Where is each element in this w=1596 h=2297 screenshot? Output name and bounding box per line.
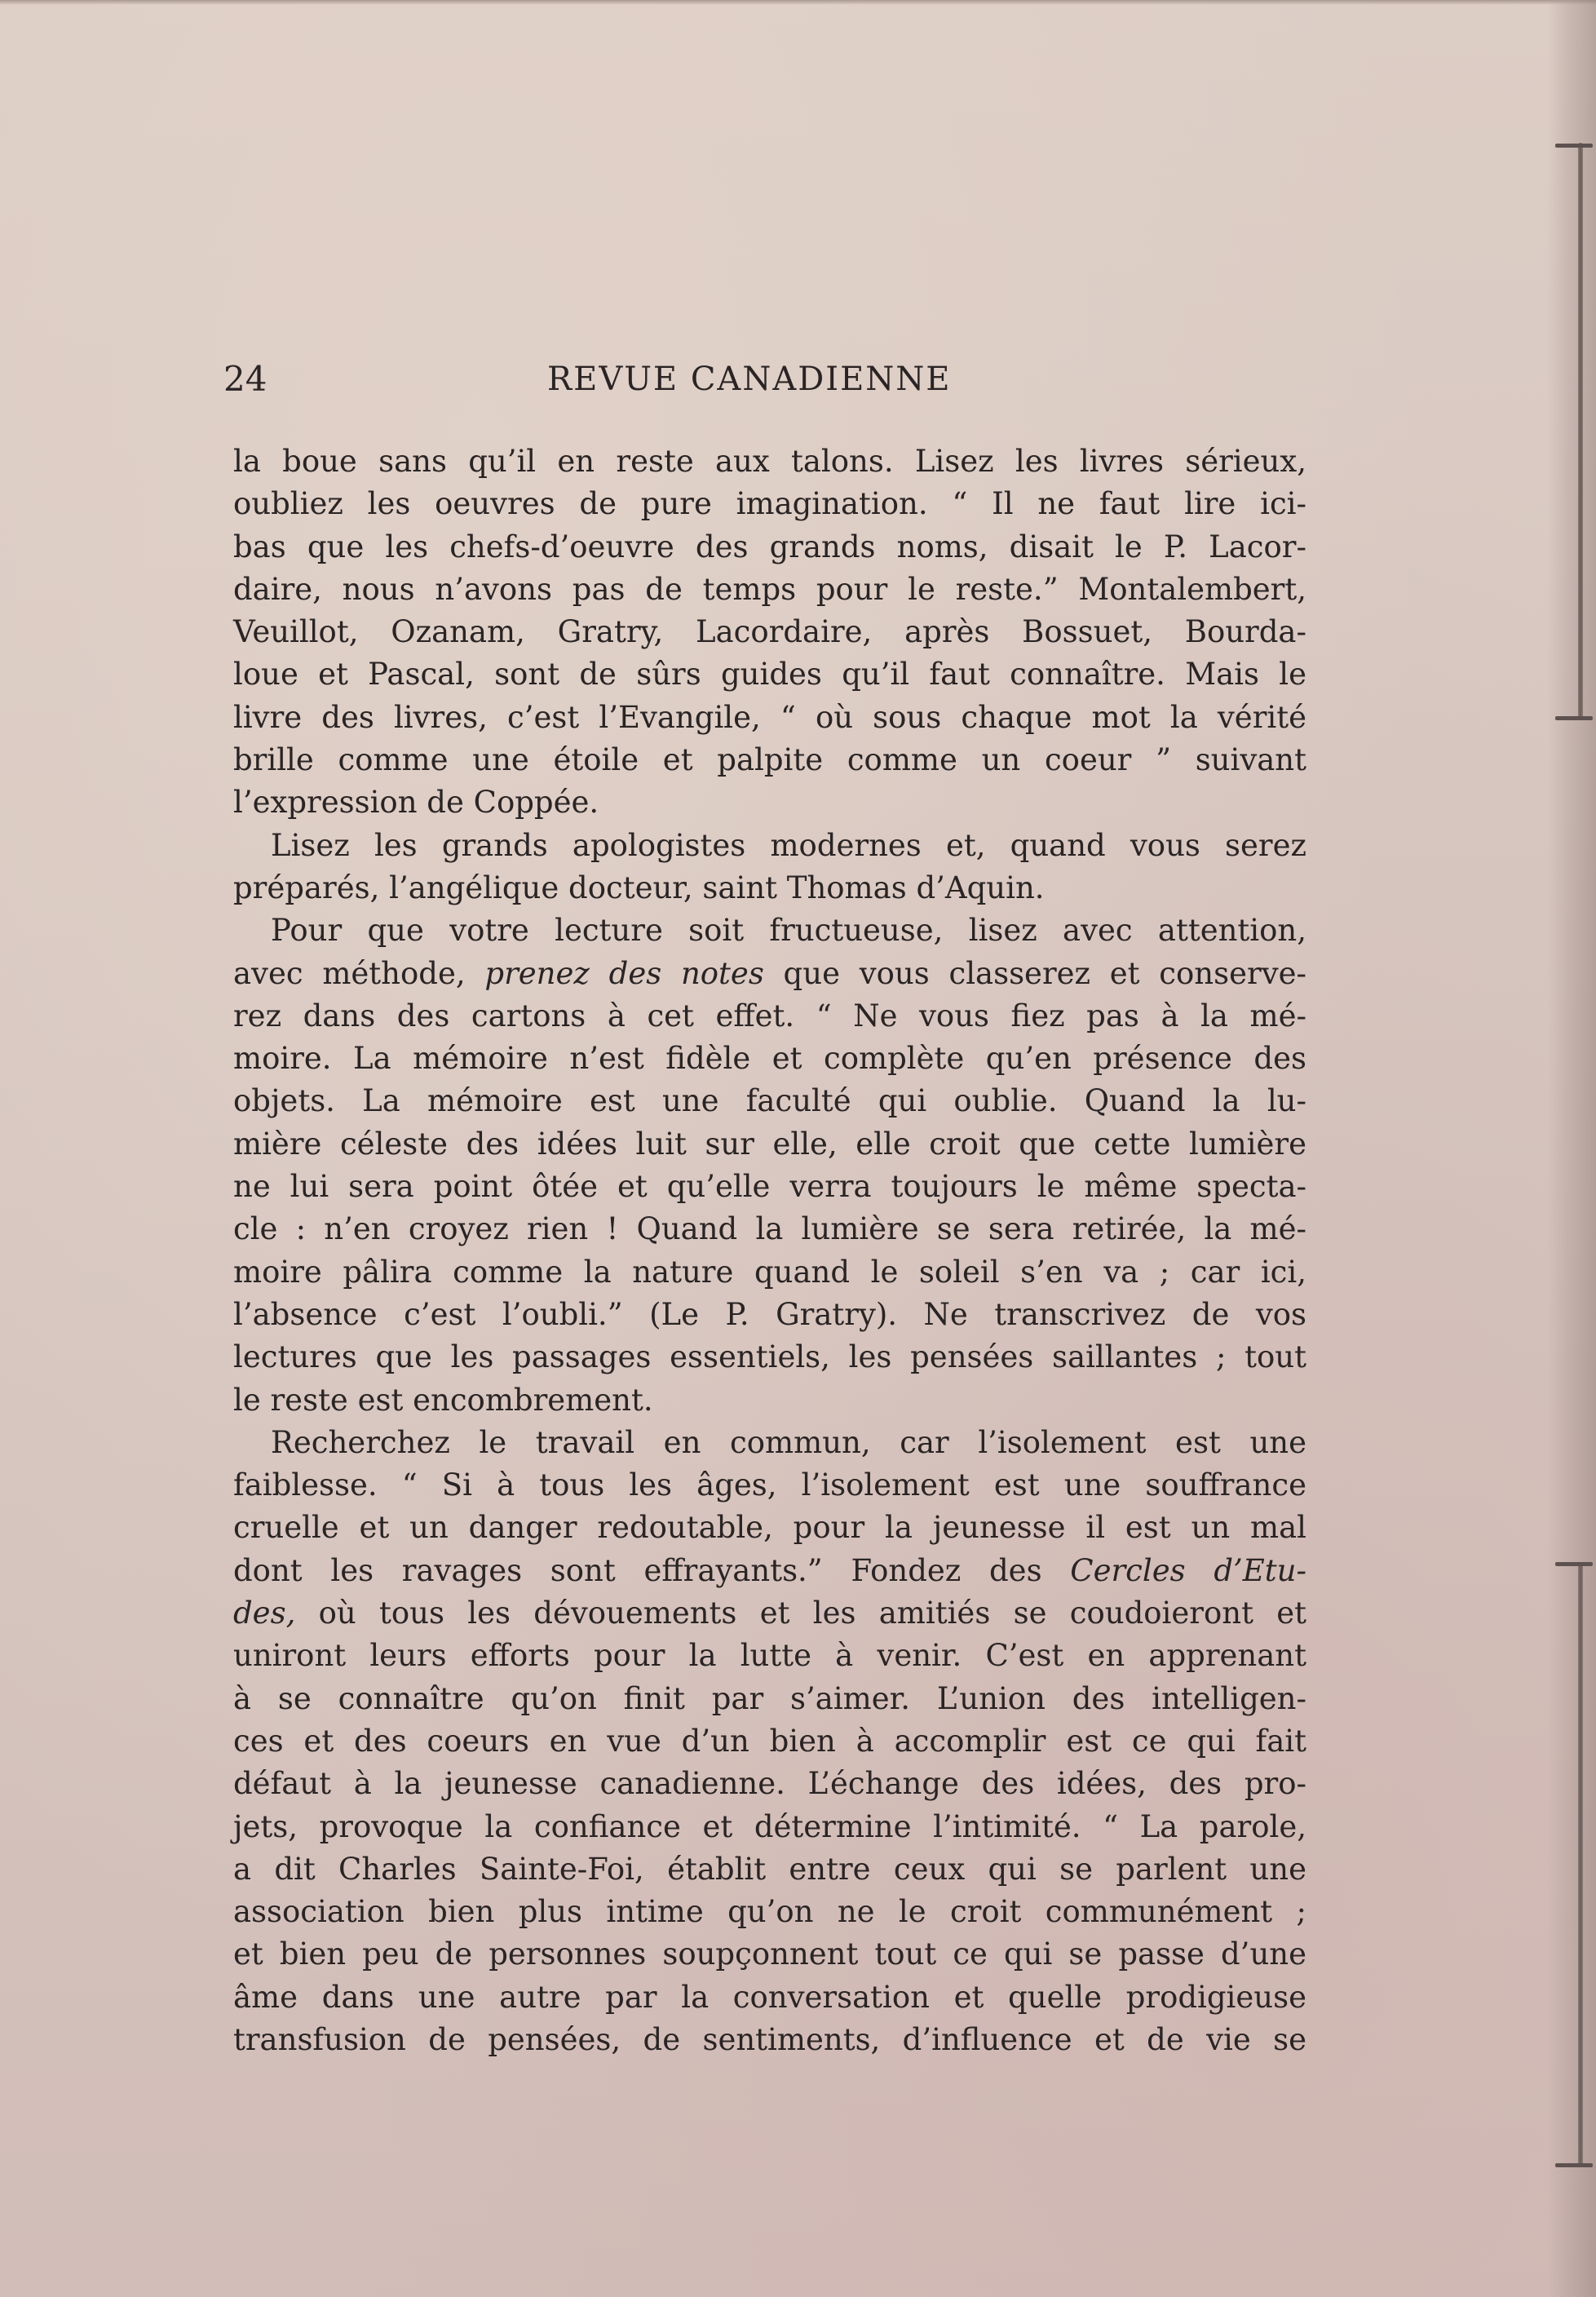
text-line: [233, 653, 1306, 696]
italic-text: des,: [233, 1596, 296, 1631]
text-line: [233, 1336, 1306, 1379]
binding-stitch-lower: [1578, 1562, 1583, 2166]
text-segment: daire, nous n’avons pas de temps pour le reste.” Montalembert,: [233, 571, 1306, 607]
binding-stitch-cap: [1555, 144, 1593, 148]
text-line: [233, 953, 1306, 995]
text-line: [233, 1678, 1306, 1720]
text-segment: préparés, l’angélique docteur, saint Thomas d’Aquin.: [233, 870, 1045, 905]
text-line: [233, 910, 1306, 952]
text-segment: défaut à la jeunesse canadienne. L’échange des idées, des pro-: [233, 1766, 1306, 1802]
text-line: [233, 1763, 1306, 1805]
text-segment: mière céleste des idées luit sur elle, elle croit que cette lumière: [233, 1126, 1306, 1162]
text-segment: Pour que votre lecture soit fructueuse, lisez avec attention,: [271, 913, 1306, 949]
text-line: [233, 1251, 1306, 1294]
text-line: [233, 697, 1306, 739]
text-segment: a dit Charles Sainte-Foi, établit entre ceux qui se parlent une: [233, 1851, 1306, 1887]
text-segment: dont les ravages sont effrayants.” Fondez des: [233, 1552, 1071, 1588]
text-line: [233, 1635, 1306, 1677]
text-segment: l’expression de Coppée.: [233, 785, 599, 821]
text-segment: moire. La mémoire n’est fidèle et complète qu’en présence des: [233, 1041, 1306, 1077]
text-segment: à se connaître qu’on finit par s’aimer. L’union des intelligen-: [233, 1680, 1306, 1716]
text-line: [233, 1080, 1306, 1122]
text-line: [233, 483, 1306, 525]
text-line: [233, 867, 1306, 910]
binding-stitch-cap: [1555, 2163, 1593, 2167]
binding-stitch-cap: [1555, 1562, 1593, 1566]
text-line: [233, 1166, 1306, 1208]
text-segment: Veuillot, Ozanam, Gratry, Lacordaire, après Bossuet, Bourda-: [233, 614, 1306, 650]
text-segment: ces et des coeurs en vue d’un bien à accomplir est ce qui fait: [233, 1723, 1306, 1759]
text-line: [233, 526, 1306, 569]
binding-stitch-cap: [1555, 716, 1593, 720]
page-top-edge: [0, 0, 1596, 5]
text-line: [233, 1123, 1306, 1166]
text-line: [233, 1806, 1306, 1848]
text-line: [233, 1848, 1306, 1891]
text-segment: cruelle et un danger redoutable, pour la jeunesse il est un mal: [233, 1510, 1306, 1546]
text-line: [233, 1422, 1306, 1464]
text-segment: moire pâlira comme la nature quand le soleil s’en va ; car ici,: [233, 1254, 1306, 1290]
text-segment: où tous les dévouements et les amitiés se coudoieront et: [295, 1596, 1306, 1631]
text-segment: avec méthode,: [233, 955, 485, 991]
text-segment: l’absence c’est l’oubli.” (Le P. Gratry). Ne transcrivez de vos: [233, 1296, 1306, 1332]
text-segment: uniront leurs efforts pour la lutte à venir. C’est en apprenant: [233, 1638, 1306, 1674]
text-line: [233, 569, 1306, 611]
text-segment: et bien peu de personnes soupçonnent tout ce qui se passe d’une: [233, 1936, 1306, 1972]
text-segment: jets, provoque la confiance et détermine l’intimité. “ La parole,: [233, 1808, 1306, 1844]
running-title: REVUE CANADIENNE: [547, 361, 952, 398]
text-segment: oubliez les oeuvres de pure imagination. “ Il ne faut lire ici-: [233, 486, 1306, 522]
text-segment: que vous classerez et conserve-: [763, 955, 1306, 991]
text-line: [233, 1507, 1306, 1549]
text-segment: âme dans une autre par la conversation et quelle prodigieuse: [233, 1979, 1306, 2015]
text-line: [233, 1550, 1306, 1592]
text-line: [233, 1891, 1306, 1933]
text-segment: ne lui sera point ôtée et qu’elle verra toujours le même specta-: [233, 1169, 1306, 1205]
text-segment: rez dans des cartons à cet effet. “ Ne vous fiez pas à la mé-: [233, 998, 1306, 1033]
page-number: 24: [223, 359, 267, 399]
text-line: [233, 1464, 1306, 1507]
text-line: [233, 2019, 1306, 2061]
text-segment: Lisez les grands apologistes modernes et, quand vous serez: [271, 827, 1306, 863]
text-line: [233, 781, 1306, 824]
text-line: [233, 1294, 1306, 1336]
text-line: [233, 739, 1306, 781]
text-line: [233, 1038, 1306, 1080]
text-line: [233, 1208, 1306, 1250]
text-segment: le reste est encombrement.: [233, 1382, 653, 1418]
text-segment: brille comme une étoile et palpite comme un coeur ” suivant: [233, 742, 1306, 778]
text-segment: objets. La mémoire est une faculté qui oublie. Quand la lu-: [233, 1083, 1306, 1119]
italic-text: prenez des notes: [484, 955, 764, 991]
text-segment: la boue sans qu’il en reste aux talons. Lisez les livres sérieux,: [233, 444, 1306, 479]
text-line: [233, 1379, 1306, 1422]
text-line: [233, 1976, 1306, 2019]
text-segment: cle : n’en croyez rien ! Quand la lumière se sera retirée, la mé-: [233, 1211, 1306, 1247]
binding-shadow: [1547, 0, 1596, 2297]
text-segment: faiblesse. “ Si à tous les âges, l’isolement est une souffrance: [233, 1467, 1306, 1503]
text-segment: bas que les chefs-d’oeuvre des grands noms, disait le P. Lacor-: [233, 529, 1306, 564]
text-line: [233, 1720, 1306, 1763]
text-line: [233, 995, 1306, 1038]
text-segment: Recherchez le travail en commun, car l’isolement est une: [271, 1424, 1306, 1460]
text-line: [233, 440, 1306, 483]
text-segment: association bien plus intime qu’on ne le croit communément ;: [233, 1894, 1306, 1930]
text-line: [233, 611, 1306, 653]
italic-text: Cercles d’Etu-: [1070, 1552, 1306, 1588]
text-segment: transfusion de pensées, de sentiments, d’influence et de vie se: [233, 2021, 1306, 2057]
text-segment: livre des livres, c’est l’Evangile, “ où sous chaque mot la vérité: [233, 699, 1306, 735]
text-segment: loue et Pascal, sont de sûrs guides qu’il faut connaître. Mais le: [233, 657, 1306, 693]
text-segment: lectures que les passages essentiels, les pensées saillantes ; tout: [233, 1339, 1306, 1375]
body-text: [233, 440, 1306, 2061]
text-line: [233, 825, 1306, 867]
binding-stitch-upper: [1578, 143, 1583, 718]
text-line: [233, 1933, 1306, 1976]
page-header: [223, 355, 1308, 404]
text-line: [233, 1592, 1306, 1635]
